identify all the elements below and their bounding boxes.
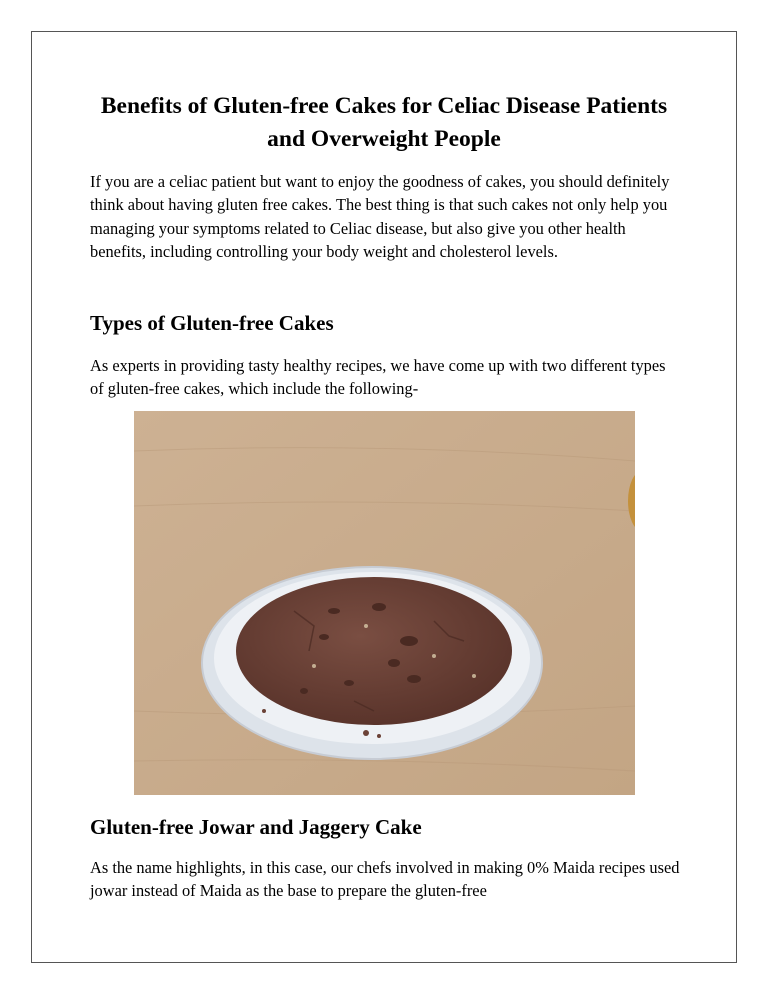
jowar-paragraph: As the name highlights, in this case, our chefs involved in making 0% Maida recipes used jowar instead of Maida as the base to prepare the gluten-free bbox=[90, 858, 680, 901]
types-paragraph: As experts in providing tasty healthy recipes, we have come up with two different types of gluten-free cakes, which include the following- bbox=[90, 356, 666, 399]
cake-illustration bbox=[134, 411, 635, 795]
jowar-heading: Gluten-free Jowar and Jaggery Cake bbox=[90, 815, 422, 839]
intro-paragraph: If you are a celiac patient but want to enjoy the goodness of cakes, you should definitely think about having gluten free cakes. The best thing is that such cakes not only help you managing your symptoms related to Celiac disease, but also give you other health benefits, including controlling your body weight and cholesterol levels. bbox=[90, 172, 670, 262]
document-title: Benefits of Gluten-free Cakes for Celiac Disease Patients and Overweight People bbox=[100, 93, 668, 152]
types-heading: Types of Gluten-free Cakes bbox=[90, 311, 334, 335]
cake-photo bbox=[134, 411, 635, 795]
